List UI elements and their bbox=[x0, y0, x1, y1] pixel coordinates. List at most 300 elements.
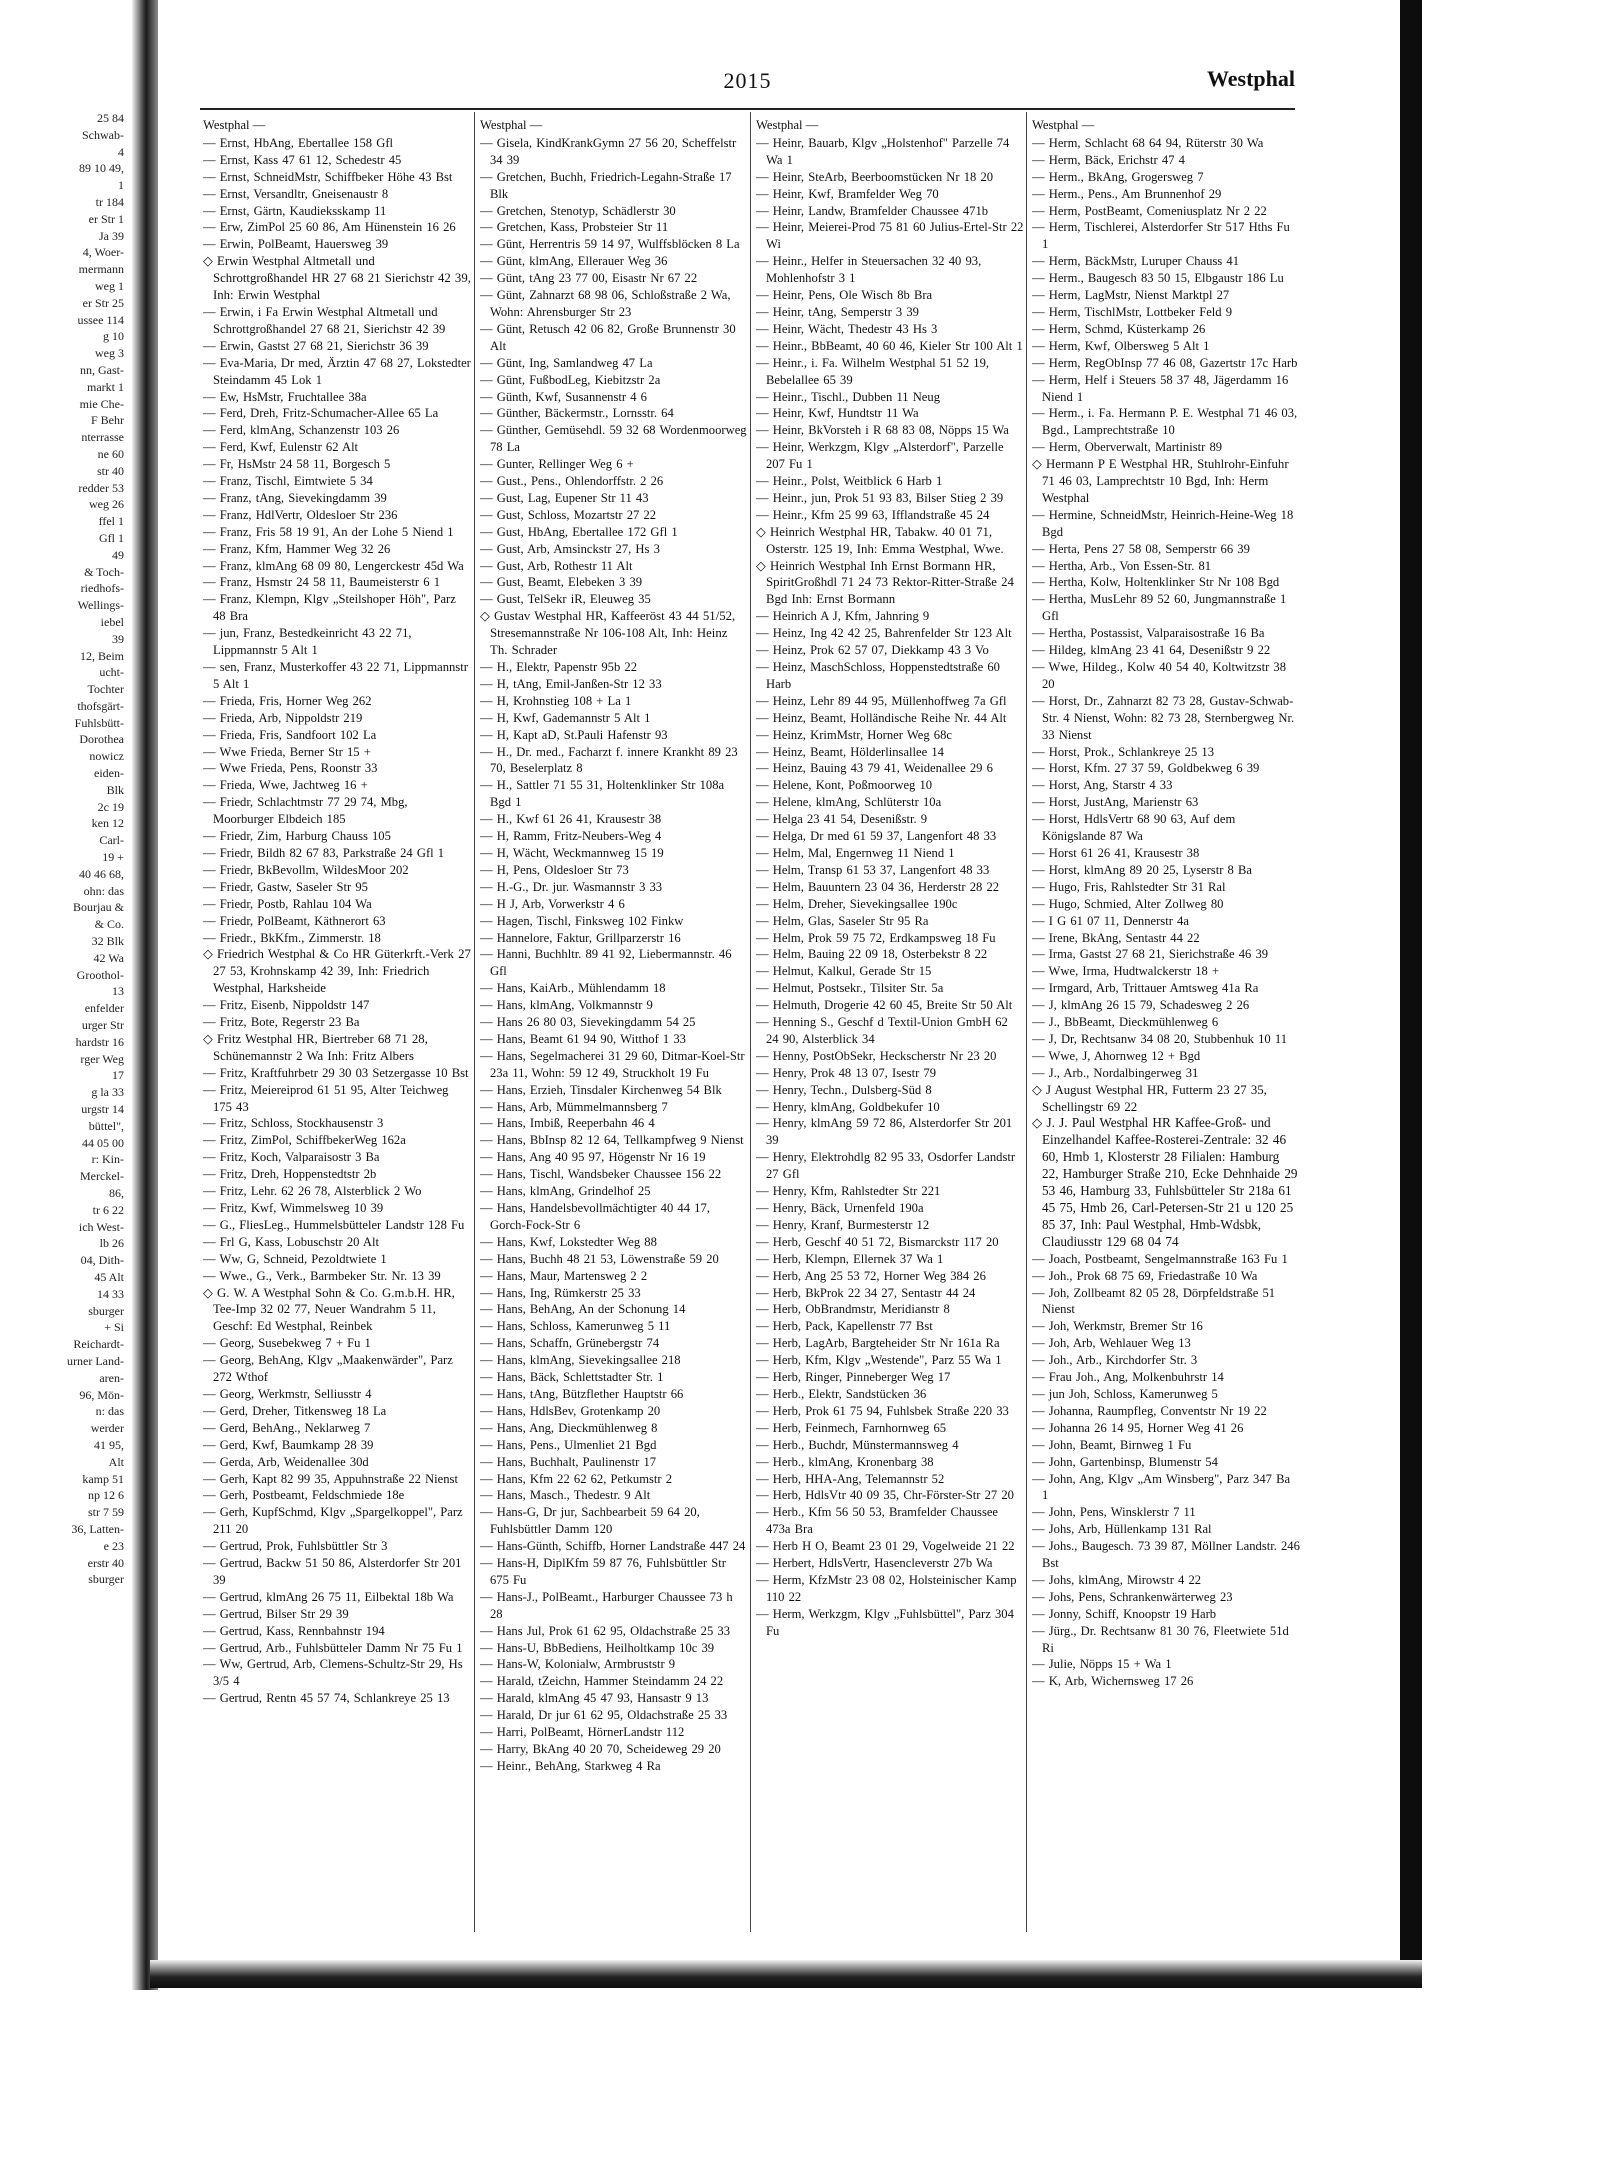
directory-entry: — Gisela, KindKrankGymn 27 56 20, Scheffelstr 34 39 bbox=[480, 135, 737, 167]
directory-entry: — Hans, klmAng, Volkmannstr 9 bbox=[480, 998, 653, 1013]
column-divider bbox=[474, 112, 475, 1932]
fragment-line: str 7 59 bbox=[88, 1505, 124, 1520]
fragment-line: e 23 bbox=[103, 1538, 124, 1553]
directory-entry: — Friedr, Schlachtmstr 77 29 74, Mbg, Moorburger Elbdeich 185 bbox=[203, 795, 408, 827]
fragment-line: 41 95, bbox=[94, 1437, 124, 1452]
directory-entry: — Irma, Gastst 27 68 21, Sierichstraße 46 39 bbox=[1032, 947, 1269, 962]
directory-entry: — Gust, Arb, Rothestr 11 Alt bbox=[480, 558, 633, 573]
directory-entry: — Hans, Maur, Martensweg 2 2 bbox=[480, 1268, 648, 1283]
directory-entry: — Herb., Elektr, Sandstücken 36 bbox=[756, 1386, 927, 1401]
directory-entry: — Horst, Ang, Starstr 4 33 bbox=[1032, 778, 1173, 793]
directory-entry: — Johs, Arb, Hüllenkamp 131 Ral bbox=[1032, 1522, 1212, 1537]
directory-entry: — Franz, Klempn, Klgv „Steilshoper Höh", Parz 48 Bra bbox=[203, 592, 456, 624]
column-head: Westphal — bbox=[480, 118, 543, 132]
fragment-line: riedhofs- bbox=[80, 581, 124, 596]
directory-entry: — Heinr., Helfer in Steuersachen 32 40 93, Mohlenhofstr 3 1 bbox=[756, 254, 982, 286]
fragment-line: Reichardt- bbox=[73, 1337, 124, 1352]
directory-entry: — H., Kwf 61 26 41, Krausestr 38 bbox=[480, 812, 662, 827]
directory-entry: — Gertrud, Prok, Fuhlsbüttler Str 3 bbox=[203, 1539, 388, 1554]
directory-entry: — Hans, Bäck, Schlettstadter Str. 1 bbox=[480, 1370, 664, 1385]
fragment-line: Fuhlsbütt- bbox=[74, 715, 124, 730]
directory-entry: — Hans, Pens., Ulmenliet 21 Bgd bbox=[480, 1437, 657, 1452]
directory-entry: — Hans 26 80 03, Sievekingdamm 54 25 bbox=[480, 1015, 696, 1030]
directory-entry: — Herb, Geschf 40 51 72, Bismarckstr 117 20 bbox=[756, 1234, 999, 1249]
directory-entry: — Horst, klmAng 89 20 25, Lyserstr 8 Ba bbox=[1032, 862, 1252, 877]
directory-entry: — Hertha, Arb., Von Essen-Str. 81 bbox=[1032, 558, 1212, 573]
directory-entry: — Joh, Zollbeamt 82 05 28, Dörpfeldstraße 51 Nienst bbox=[1032, 1285, 1276, 1317]
directory-entry: — Johanna 26 14 95, Horner Weg 41 26 bbox=[1032, 1420, 1244, 1435]
directory-entry: — Friedr, Gastw, Saseler Str 95 bbox=[203, 879, 368, 894]
firm-entry: ◇ J August Westphal HR, Futterm 23 27 35, Schellingstr 69 22 bbox=[1032, 1082, 1267, 1114]
directory-entry: — Hans, klmAng, Grindelhof 25 bbox=[480, 1184, 651, 1199]
directory-entry: — Herta, Pens 27 58 08, Semperstr 66 39 bbox=[1032, 541, 1250, 556]
directory-entry: — Ferd, klmAng, Schanzenstr 103 26 bbox=[203, 423, 400, 438]
directory-entry: — Günt, klmAng, Ellerauer Weg 36 bbox=[480, 254, 668, 269]
directory-entry: — Heinr, BkVorsteh i R 68 83 08, Nöpps 15 Wa bbox=[756, 423, 1009, 438]
directory-entry: — H., Sattler 71 55 31, Holtenklinker Str 108a Bgd 1 bbox=[480, 778, 725, 810]
fragment-line: nn, Gast- bbox=[80, 362, 124, 377]
directory-entry: — H, Wächt, Weckmannweg 15 19 bbox=[480, 845, 664, 860]
column-head: Westphal — bbox=[756, 118, 819, 132]
directory-entry: — Hans, Ang 40 95 97, Högenstr Nr 16 19 bbox=[480, 1150, 706, 1165]
directory-entry: — Henry, klmAng, Goldbekufer 10 bbox=[756, 1099, 940, 1114]
directory-entry: — Hans, Masch., Thedestr. 9 Alt bbox=[480, 1488, 651, 1503]
fragment-line: iebel bbox=[100, 614, 124, 629]
directory-entry: — Hans-H, DiplKfm 59 87 76, Fuhlsbüttler Str 675 Fu bbox=[480, 1556, 726, 1587]
directory-entry: — Franz, Kfm, Hammer Weg 32 26 bbox=[203, 541, 391, 556]
directory-entry: — Helmuth, Drogerie 42 60 45, Breite Str 50 Alt bbox=[756, 998, 1013, 1013]
fragment-line: Merckel- bbox=[80, 1169, 124, 1184]
directory-entry: — Herb, LagArb, Bargteheider Str Nr 161a Ra bbox=[756, 1336, 1000, 1351]
directory-entry: — Heinr., BbBeamt, 40 60 46, Kieler Str 100 Alt 1 bbox=[756, 338, 1023, 353]
directory-entry: — Wwe, J, Ahornweg 12 + Bgd bbox=[1032, 1048, 1201, 1063]
directory-entry: — Hermine, SchneidMstr, Heinrich-Heine-Weg 18 Bgd bbox=[1032, 507, 1294, 539]
directory-entry: — Gust, TelSekr iR, Eleuweg 35 bbox=[480, 592, 651, 607]
header-rule bbox=[200, 108, 1295, 110]
directory-entry: — Ernst, Kass 47 61 12, Schedestr 45 bbox=[203, 152, 402, 167]
fragment-line: er Str 25 bbox=[82, 295, 124, 310]
directory-entry: — Herb, ObBrandmstr, Meridianstr 8 bbox=[756, 1302, 950, 1317]
fragment-line: & Toch- bbox=[84, 564, 124, 579]
directory-entry: — Ew, HsMstr, Fruchtallee 38a bbox=[203, 389, 367, 404]
directory-entry: — Herm, Oberverwalt, Martinistr 89 bbox=[1032, 440, 1223, 455]
directory-entry: — I G 61 07 11, Dennerstr 4a bbox=[1032, 913, 1189, 928]
fragment-line: F Behr bbox=[91, 413, 124, 428]
fragment-line: werder bbox=[90, 1421, 124, 1436]
directory-entry: — Erw, ZimPol 25 60 86, Am Hünenstein 16 26 bbox=[203, 220, 456, 235]
directory-column-4 bbox=[1032, 117, 1300, 1927]
directory-entry: — jun Joh, Schloss, Kamerunweg 5 bbox=[1032, 1386, 1218, 1401]
directory-entry: — Gust, Lag, Eupener Str 11 43 bbox=[480, 490, 649, 505]
fragment-line: kamp 51 bbox=[82, 1471, 124, 1486]
directory-entry: — Henry, Kfm, Rahlstedter Str 221 bbox=[756, 1184, 941, 1199]
directory-entry: — Ferd, Dreh, Fritz-Schumacher-Allee 65 La bbox=[203, 406, 439, 421]
directory-entry: — Gertrud, klmAng 26 75 11, Eilbektal 18b Wa bbox=[203, 1589, 454, 1604]
directory-entry: — Franz, Hsmstr 24 58 11, Baumeisterstr 6 1 bbox=[203, 575, 440, 590]
directory-entry: — Heinr, Kwf, Hundtstr 11 Wa bbox=[756, 406, 919, 421]
directory-entry: — Hans, Tischl, Wandsbeker Chaussee 156 22 bbox=[480, 1167, 722, 1182]
directory-entry: — Henry, klmAng 59 72 86, Alsterdorfer Str 201 39 bbox=[756, 1116, 1013, 1148]
directory-entry: — Hans, Kwf, Lokstedter Weg 88 bbox=[480, 1234, 657, 1249]
directory-entry: — Ww, G, Schneid, Pezoldtwiete 1 bbox=[203, 1251, 387, 1266]
fragment-line: urgstr 14 bbox=[81, 1102, 124, 1117]
directory-entry: — Gust., Pens., Ohlendorffstr. 2 26 bbox=[480, 474, 664, 489]
directory-entry: — Heinr., BehAng, Starkweg 4 Ra bbox=[480, 1758, 661, 1773]
directory-entry: — Wwe, Irma, Hudtwalckerstr 18 + bbox=[1032, 964, 1220, 979]
directory-entry: — Heinr., Kfm 25 99 63, Ifflandstraße 45 24 bbox=[756, 507, 990, 522]
directory-entry: — H, Kapt aD, St.Pauli Hafenstr 93 bbox=[480, 727, 668, 742]
directory-entry: — Henry, Elektrohdlg 82 95 33, Osdorfer Landstr 27 Gfl bbox=[756, 1150, 1016, 1182]
directory-entry: — Hans, Handelsbevollmächtigter 40 44 17, Gorch-Fock-Str 6 bbox=[480, 1201, 710, 1232]
directory-entry: — Erwin, PolBeamt, Hauersweg 39 bbox=[203, 237, 389, 252]
fragment-line: 86, bbox=[109, 1186, 124, 1200]
previous-page-fragment bbox=[0, 110, 128, 1870]
directory-entry: — Herb, Kfm, Klgv „Westende", Parz 55 Wa 1 bbox=[756, 1353, 1002, 1368]
directory-entry: — Frieda, Fris, Horner Weg 262 bbox=[203, 693, 372, 708]
directory-entry: — Hans, Segelmacherei 31 29 60, Ditmar-Koel-Str 23a 11, Wohn: 59 12 49, Struckholt 19 Fu bbox=[480, 1048, 745, 1080]
fragment-line: 39 bbox=[112, 631, 124, 646]
firm-entry: ◇ Hermann P E Westphal HR, Stuhlrohr-Einfuhr 71 46 03, Lamprechtstr 10 Bgd, Inh: Herm Westphal bbox=[1032, 457, 1289, 505]
directory-entry: — Herm., Baugesch 83 50 15, Elbgaustr 186 Lu bbox=[1032, 271, 1284, 286]
directory-entry: — Hannelore, Faktur, Grillparzerstr 16 bbox=[480, 930, 681, 945]
scan-edge-right bbox=[1400, 0, 1422, 1985]
directory-entry: — Gerd, Dreher, Titkensweg 18 La bbox=[203, 1403, 387, 1418]
directory-entry: — Johs, Pens, Schrankenwärterweg 23 bbox=[1032, 1589, 1233, 1604]
directory-entry: — Ernst, HbAng, Ebertallee 158 Gfl bbox=[203, 135, 394, 150]
directory-entry: — Julie, Nöpps 15 + Wa 1 bbox=[1032, 1657, 1172, 1672]
fragment-line: g 10 bbox=[103, 329, 124, 344]
directory-entry: — Franz, HdlVertr, Oldesloer Str 236 bbox=[203, 507, 398, 522]
directory-entry: — Günt, tAng 23 77 00, Eisastr Nr 67 22 bbox=[480, 271, 698, 286]
directory-entry: — Gertrud, Kass, Rennbahnstr 194 bbox=[203, 1623, 385, 1638]
directory-entry: — sen, Franz, Musterkoffer 43 22 71, Lippmannstr 5 Alt 1 bbox=[203, 660, 468, 691]
fragment-line: + Si bbox=[104, 1320, 124, 1335]
directory-entry: — Hans, BbInsp 82 12 64, Tellkampfweg 9 Nienst bbox=[480, 1133, 744, 1148]
directory-entry: — Hans, BehAng, An der Schonung 14 bbox=[480, 1302, 686, 1317]
fragment-line: Bourjau & bbox=[73, 900, 124, 915]
column-head: Westphal — bbox=[1032, 118, 1095, 132]
fragment-line: 4, Woer- bbox=[82, 245, 124, 260]
directory-column-2 bbox=[480, 117, 748, 1927]
directory-entry: — Fritz, Meiereiprod 61 51 95, Alter Teichweg 175 43 bbox=[203, 1082, 449, 1114]
directory-entry: — Hans Jul, Prok 61 62 95, Oldachstraße 25 33 bbox=[480, 1623, 731, 1638]
directory-entry: — Johanna, Raumpfleg, Conventstr Nr 19 22 bbox=[1032, 1403, 1267, 1418]
directory-entry: — Henry, Bäck, Urnenfeld 190a bbox=[756, 1201, 924, 1215]
fragment-line: aren- bbox=[99, 1370, 124, 1385]
directory-entry: — Fritz, Schloss, Stockhausenstr 3 bbox=[203, 1116, 384, 1131]
directory-entry: — Henry, Kranf, Burmesterstr 12 bbox=[756, 1217, 930, 1232]
directory-entry: — Fritz, ZimPol, SchiffbekerWeg 162a bbox=[203, 1133, 406, 1148]
fragment-line: Gfl 1 bbox=[99, 530, 124, 545]
directory-entry: — Helm, Glas, Saseler Str 95 Ra bbox=[756, 913, 929, 928]
directory-entry: — H, Krohnstieg 108 + La 1 bbox=[480, 693, 632, 708]
directory-entry: — Joh, Werkmstr, Bremer Str 16 bbox=[1032, 1319, 1203, 1334]
directory-entry: — Helene, klmAng, Schlüterstr 10a bbox=[756, 795, 942, 810]
fragment-line: 25 84 bbox=[97, 111, 124, 125]
directory-entry: — Georg, Susebekweg 7 + Fu 1 bbox=[203, 1336, 371, 1351]
directory-entry: — Gerh, KupfSchmd, Klgv „Spargelkoppel", Parz 211 20 bbox=[203, 1505, 463, 1537]
directory-entry: — Herb, Klempn, Ellernek 37 Wa 1 bbox=[756, 1251, 944, 1266]
directory-entry: — Ernst, SchneidMstr, Schiffbeker Höhe 43 Bst bbox=[203, 169, 453, 184]
directory-entry: — Hans, Schloss, Kamerunweg 5 11 bbox=[480, 1319, 671, 1334]
fragment-line: tr 184 bbox=[95, 194, 124, 209]
directory-entry: — Ernst, Versandltr, Gneisenaustr 8 bbox=[203, 186, 389, 201]
page-header bbox=[200, 64, 1295, 108]
directory-entry: — Helmut, Kalkul, Gerade Str 15 bbox=[756, 964, 932, 979]
directory-entry: — Hans-J., PolBeamt., Harburger Chaussee 73 h 28 bbox=[480, 1589, 733, 1621]
directory-entry: — Ernst, Gärtn, Kaudieksskamp 11 bbox=[203, 203, 387, 218]
directory-entry: — Hugo, Schmied, Alter Zollweg 80 bbox=[1032, 896, 1224, 911]
fragment-line: Wellings- bbox=[77, 598, 124, 613]
fragment-line: weg 26 bbox=[89, 497, 124, 512]
directory-entry: — Helm, Mal, Engernweg 11 Niend 1 bbox=[756, 845, 955, 860]
fragment-line: lb 26 bbox=[99, 1236, 124, 1251]
directory-entry: — Gust, HbAng, Ebertallee 172 Gfl 1 bbox=[480, 524, 678, 539]
directory-entry: — Helm, Prok 59 75 72, Erdkampsweg 18 Fu bbox=[756, 930, 996, 945]
directory-entry: — Frl G, Kass, Lobuschstr 20 Alt bbox=[203, 1234, 380, 1249]
directory-entry: — Herm, RegObInsp 77 46 08, Gazertstr 17c Harb bbox=[1032, 355, 1298, 370]
directory-entry: — Georg, BehAng, Klgv „Maakenwärder", Parz 272 Wthof bbox=[203, 1353, 453, 1385]
fragment-line: ken 12 bbox=[91, 816, 124, 831]
directory-entry: — Herb, BkProk 22 34 27, Sentastr 44 24 bbox=[756, 1285, 976, 1300]
directory-entry: — Günt, Herrentris 59 14 97, Wulffsblöcken 8 La bbox=[480, 237, 740, 252]
directory-entry: — Herb, Prok 61 75 94, Fuhlsbek Straße 220 33 bbox=[756, 1403, 1009, 1418]
fragment-line: mermann bbox=[78, 262, 124, 277]
fragment-line: Dorothea bbox=[79, 732, 124, 747]
directory-entry: — Henry, Techn., Dulsberg-Süd 8 bbox=[756, 1082, 932, 1097]
directory-entry: — Harald, Dr jur 61 62 95, Oldachstraße 25 33 bbox=[480, 1708, 728, 1723]
directory-entry: — Hans, Schaffn, Grünebergstr 74 bbox=[480, 1336, 660, 1351]
directory-entry: — Fritz, Dreh, Hoppenstedtstr 2b bbox=[203, 1167, 377, 1182]
directory-entry: — John, Pens, Winsklerstr 7 11 bbox=[1032, 1505, 1196, 1520]
directory-entry: — Irene, BkAng, Sentastr 44 22 bbox=[1032, 930, 1200, 945]
directory-entry: — Herb, Feinmech, Farnhornweg 65 bbox=[756, 1420, 947, 1435]
directory-entry: — Harald, tZeichn, Hammer Steindamm 24 22 bbox=[480, 1674, 724, 1689]
directory-entry: — Herm, PostBeamt, Comeniusplatz Nr 2 22 bbox=[1032, 203, 1267, 218]
directory-column-1 bbox=[203, 117, 471, 1927]
directory-entry: — Harald, klmAng 45 47 93, Hansastr 9 13 bbox=[480, 1691, 709, 1706]
directory-entry: — Wwe Frieda, Berner Str 15 + bbox=[203, 744, 371, 759]
directory-entry: — Herm, Bäck, Erichstr 47 4 bbox=[1032, 152, 1185, 167]
directory-entry: — Herm, Helf i Steuers 58 37 48, Jägerdamm 16 Niend 1 bbox=[1032, 372, 1289, 404]
fragment-line: nowicz bbox=[89, 749, 124, 764]
directory-entry: — Hans, Buchhalt, Paulinenstr 17 bbox=[480, 1454, 657, 1469]
fragment-line: 13 bbox=[112, 984, 124, 999]
directory-entry: — Herb, Pack, Kapellenstr 77 Bst bbox=[756, 1319, 933, 1334]
directory-entry: — Herb, HHA-Ang, Telemannstr 52 bbox=[756, 1471, 945, 1486]
fragment-line: 42 Wa bbox=[93, 950, 124, 965]
fragment-line: 17 bbox=[112, 1068, 124, 1083]
fragment-line: urner Land- bbox=[67, 1353, 124, 1368]
fragment-line: ussee 114 bbox=[77, 312, 124, 327]
directory-entry: — Jürg., Dr. Rechtsanw 81 30 76, Fleetwiete 51d Ri bbox=[1032, 1623, 1289, 1655]
fragment-line: Carl- bbox=[99, 833, 124, 848]
firm-entry: ◇ Heinrich Westphal Inh Ernst Bormann HR, SpiritGroßhdl 71 24 73 Rektor-Ritter-Straße 24 Bgd Inh: Ernst Bormann bbox=[756, 558, 1014, 607]
directory-entry: — Hans, Imbiß, Reeperbahn 46 4 bbox=[480, 1116, 655, 1131]
directory-entry: — Fr, HsMstr 24 58 11, Borgesch 5 bbox=[203, 457, 391, 472]
directory-entry: — Herm., Pens., Am Brunnenhof 29 bbox=[1032, 186, 1222, 201]
directory-entry: — Heinz, KrimMstr, Horner Weg 68c bbox=[756, 727, 952, 742]
directory-entry: — Johs., Baugesch. 73 39 87, Möllner Landstr. 246 Bst bbox=[1032, 1539, 1300, 1571]
directory-entry: — Gust, Beamt, Elebeken 3 39 bbox=[480, 575, 643, 590]
directory-entry: — Heinr, Landw, Bramfelder Chaussee 471b bbox=[756, 203, 989, 218]
directory-entry: — Herm, Tischlerei, Alsterdorfer Str 517 Hths Fu 1 bbox=[1032, 220, 1290, 252]
directory-entry: — Friedr., BkKfm., Zimmerstr. 18 bbox=[203, 930, 381, 945]
directory-entry: — Heinr, Bauarb, Klgv „Holstenhof" Parzelle 74 Wa 1 bbox=[756, 135, 1010, 167]
directory-entry: — Heinz, MaschSchloss, Hoppenstedtstraße 60 Harb bbox=[756, 660, 1000, 691]
directory-entry: — Gretchen, Kass, Probsteier Str 11 bbox=[480, 220, 669, 235]
fragment-line: markt 1 bbox=[87, 379, 124, 394]
directory-entry: — Hanni, Buchhltr. 89 41 92, Liebermannstr. 46 Gfl bbox=[480, 947, 732, 979]
fragment-line: 2c 19 bbox=[97, 799, 124, 814]
directory-entry: — H, Ramm, Fritz-Neubers-Weg 4 bbox=[480, 829, 662, 844]
fragment-line: erstr 40 bbox=[87, 1555, 124, 1570]
directory-entry: — Heinr, Meierei-Prod 75 81 60 Julius-Ertel-Str 22 Wi bbox=[756, 220, 1024, 252]
fragment-line: hardstr 16 bbox=[75, 1034, 124, 1049]
directory-entry: — Erwin, Gastst 27 68 21, Sierichstr 36 39 bbox=[203, 338, 429, 353]
directory-entry: — Gunter, Rellinger Weg 6 + bbox=[480, 457, 634, 472]
directory-entry: — Hans-W, Kolonialw, Armbruststr 9 bbox=[480, 1657, 676, 1672]
directory-entry: — H., Elektr, Papenstr 95b 22 bbox=[480, 660, 637, 674]
directory-entry: — Herm, Schmd, Küsterkamp 26 bbox=[1032, 321, 1206, 336]
directory-entry: — Günt, Ing, Samlandweg 47 La bbox=[480, 355, 653, 370]
fragment-line: 14 33 bbox=[97, 1286, 124, 1301]
directory-entry: — Joach, Postbeamt, Sengelmannstraße 163 Fu 1 bbox=[1032, 1251, 1288, 1266]
firm-entry: ◇ Heinrich Westphal HR, Tabakw. 40 01 71, Osterstr. 125 19, Inh: Emma Westphal, Wwe. bbox=[756, 524, 1004, 556]
directory-entry: — Herm, Werkzgm, Klgv „Fuhlsbüttel", Parz 304 Fu bbox=[756, 1606, 1014, 1638]
fragment-line: 19 + bbox=[102, 850, 124, 865]
fragment-line: sburger bbox=[88, 1303, 124, 1318]
directory-entry: — Günther, Gemüsehdl. 59 32 68 Wordenmoorweg 78 La bbox=[480, 423, 747, 455]
fragment-line: 4 bbox=[118, 144, 124, 159]
directory-entry: — J., BbBeamt, Dieckmühlenweg 6 bbox=[1032, 1015, 1219, 1030]
directory-entry: — Helm, Bauing 22 09 18, Osterbekstr 8 22 bbox=[756, 947, 988, 962]
directory-entry: — Helm, Bauuntern 23 04 36, Herderstr 28 22 bbox=[756, 879, 1000, 894]
directory-entry: — Horst 61 26 41, Krausestr 38 bbox=[1032, 845, 1200, 860]
directory-entry: — Franz, tAng, Sievekingdamm 39 bbox=[203, 490, 387, 505]
scan-edge-bottom bbox=[150, 1960, 1422, 1988]
directory-entry: — Herm, TischlMstr, Lottbeker Feld 9 bbox=[1032, 304, 1233, 319]
directory-entry: — Hans, HdlsBev, Grotenkamp 20 bbox=[480, 1403, 661, 1418]
fragment-line: enfelder bbox=[84, 1001, 124, 1016]
fragment-line: eiden- bbox=[94, 766, 124, 781]
directory-entry: — Heinz, Beamt, Hölderlinsallee 14 bbox=[756, 744, 944, 759]
directory-entry: — Hans, klmAng, Sievekingsallee 218 bbox=[480, 1353, 681, 1368]
directory-entry: — Wwe., G., Verk., Barmbeker Str. Nr. 13 39 bbox=[203, 1268, 441, 1283]
fragment-line: 89 10 49, bbox=[79, 161, 124, 176]
directory-entry: — Joh, Arb, Wehlauer Weg 13 bbox=[1032, 1336, 1191, 1351]
fragment-line: redder 53 bbox=[78, 480, 124, 495]
directory-entry: — Hertha, Kolw, Holtenklinker Str Nr 108 Bgd bbox=[1032, 575, 1280, 590]
fragment-line: rger Weg bbox=[80, 1051, 124, 1066]
fragment-line: 40 46 68, bbox=[79, 866, 124, 881]
directory-entry: — Herm, KfzMstr 23 08 02, Holsteinischer Kamp 110 22 bbox=[756, 1572, 1017, 1604]
directory-entry: — Horst, HdlsVertr 68 90 63, Auf dem Königslande 87 Wa bbox=[1032, 812, 1236, 844]
directory-entry: — Heinz, Bauing 43 79 41, Weidenallee 29 6 bbox=[756, 761, 993, 776]
fragment-line: Ja 39 bbox=[99, 228, 124, 243]
fragment-line: Schwab- bbox=[82, 127, 124, 142]
directory-entry: — Hans, tAng, Bützflether Hauptstr 66 bbox=[480, 1386, 684, 1401]
directory-entry: — Henny, PostObSekr, Heckscherstr Nr 23 20 bbox=[756, 1048, 997, 1063]
directory-entry: — Herm., i. Fa. Hermann P. E. Westphal 71 46 03, Bgd., Lamprechtstraße 10 bbox=[1032, 406, 1298, 438]
directory-entry: — Franz, klmAng 68 09 80, Lengerckestr 45d Wa bbox=[203, 558, 464, 573]
fragment-line: & Co. bbox=[94, 917, 124, 932]
firm-entry: ◇ Erwin Westphal Altmetall und Schrottgroßhandel HR 27 68 21 Sierichstr 42 39, Inh: Erwin Westphal bbox=[203, 254, 471, 303]
directory-entry: — Wwe Frieda, Pens, Roonstr 33 bbox=[203, 761, 378, 776]
directory-entry: — J, klmAng 26 15 79, Schadesweg 2 26 bbox=[1032, 998, 1250, 1013]
directory-entry: — Fritz, Bote, Regerstr 23 Ba bbox=[203, 1015, 360, 1030]
fragment-line: thofsgärt- bbox=[77, 698, 124, 713]
directory-entry: — Gust, Arb, Amsinckstr 27, Hs 3 bbox=[480, 541, 660, 556]
directory-entry: — Herb, Ang 25 53 72, Horner Weg 384 26 bbox=[756, 1268, 986, 1283]
directory-entry: — H, Pens, Oldesloer Str 73 bbox=[480, 862, 629, 877]
directory-entry: — Helm, Dreher, Sievekingsallee 190c bbox=[756, 896, 958, 911]
fragment-line: Blk bbox=[106, 782, 124, 797]
directory-entry: — Herm, Schlacht 68 64 94, Rüterstr 30 Wa bbox=[1032, 135, 1264, 150]
fragment-line: weg 1 bbox=[95, 278, 124, 293]
fragment-line: Tochter bbox=[87, 682, 124, 697]
fragment-line: ich West- bbox=[78, 1219, 124, 1234]
directory-entry: — Harri, PolBeamt, HörnerLandstr 112 bbox=[480, 1725, 685, 1740]
directory-entry: — Frieda, Arb, Nippoldstr 219 bbox=[203, 710, 363, 725]
directory-entry: — Herb H O, Beamt 23 01 29, Vogelweide 21 22 bbox=[756, 1539, 1015, 1554]
directory-entry: — Gust, Schloss, Mozartstr 27 22 bbox=[480, 507, 657, 522]
directory-entry: — Friedr, BkBevollm, WildesMoor 202 bbox=[203, 862, 409, 877]
fragment-line: tr 6 22 bbox=[92, 1202, 124, 1217]
directory-entry: — Fritz, Eisenb, Nippoldstr 147 bbox=[203, 998, 370, 1013]
directory-entry: — Heinrich A J, Kfm, Jahnring 9 bbox=[756, 609, 930, 624]
directory-entry: — H J, Arb, Vorwerkstr 4 6 bbox=[480, 896, 625, 911]
column-head: Westphal — bbox=[203, 118, 266, 132]
directory-entry: — Frieda, Fris, Sandfoort 102 La bbox=[203, 727, 377, 742]
directory-entry: — Gretchen, Buchh, Friedrich-Legahn-Straße 17 Blk bbox=[480, 169, 732, 201]
fragment-line: büttel", bbox=[88, 1118, 124, 1133]
directory-entry: — Hildeg, klmAng 23 41 64, Desenißstr 9 22 bbox=[1032, 643, 1271, 658]
directory-entry: — H, tAng, Emil-Janßen-Str 12 33 bbox=[480, 676, 662, 691]
fragment-line: er Str 1 bbox=[88, 211, 124, 226]
directory-entry: — Fritz, Kraftfuhrbetr 29 30 03 Setzergasse 10 Bst bbox=[203, 1065, 469, 1080]
directory-entry: — J., Arb., Nordalbingerweg 31 bbox=[1032, 1065, 1199, 1080]
directory-entry: — Friedr, Postb, Rahlau 104 Wa bbox=[203, 896, 372, 911]
directory-entry: — Hans-Günth, Schiffb, Horner Landstraße 447 24 bbox=[480, 1539, 746, 1554]
fragment-line: 49 bbox=[112, 547, 124, 562]
directory-entry: — Horst, Prok., Schlankreye 25 13 bbox=[1032, 744, 1214, 759]
directory-entry: — Hans-U, BbBediens, Heilholtkamp 10c 39 bbox=[480, 1640, 715, 1655]
directory-entry: — Heinr., i. Fa. Wilhelm Westphal 51 52 19, Bebelallee 65 39 bbox=[756, 355, 990, 387]
directory-entry: — Herb., Kfm 56 50 53, Bramfelder Chaussee 473a Bra bbox=[756, 1505, 999, 1537]
directory-entry: — Hagen, Tischl, Finksweg 102 Finkw bbox=[480, 913, 684, 928]
directory-entry: — Heinr, Kwf, Bramfelder Weg 70 bbox=[756, 186, 939, 201]
directory-entry: — Herm, LagMstr, Nienst Marktpl 27 bbox=[1032, 288, 1230, 303]
directory-entry: — Herb, HdlsVtr 40 09 35, Chr-Förster-Str 27 20 bbox=[756, 1488, 1014, 1503]
directory-entry: — Heinz, Lehr 89 44 95, Müllenhoffweg 7a Gfl bbox=[756, 693, 1007, 708]
directory-entry: — Herbert, HdlsVertr, Hasencleverstr 27b Wa bbox=[756, 1556, 993, 1571]
directory-entry: — Günt, Retusch 42 06 82, Große Brunnenstr 30 Alt bbox=[480, 321, 736, 353]
directory-entry: — Horst, Dr., Zahnarzt 82 73 28, Gustav-Schwab-Str. 4 Nienst, Wohn: 82 73 28, Sternbergweg Nr. 33 Nienst bbox=[1032, 693, 1295, 742]
directory-entry: — Gertrud, Backw 51 50 86, Alsterdorfer Str 201 39 bbox=[203, 1556, 462, 1587]
directory-entry: — Horst, Kfm. 27 37 59, Goldbekweg 6 39 bbox=[1032, 761, 1260, 776]
directory-entry: — Wwe, Hildeg., Kolw 40 54 40, Koltwitzstr 38 20 bbox=[1032, 660, 1287, 691]
directory-entry: — Hertha, Postassist, Valparaisostraße 16 Ba bbox=[1032, 626, 1265, 641]
directory-entry: — H., Dr. med., Facharzt f. innere Krankht 89 23 70, Beselerplatz 8 bbox=[480, 744, 738, 776]
directory-entry: — Frau Joh., Ang, Molkenbuhrstr 14 bbox=[1032, 1370, 1224, 1385]
directory-entry: — Heinr., jun, Prok 51 93 83, Bilser Stieg 2 39 bbox=[756, 490, 1004, 505]
directory-entry: — Helmut, Postsekr., Tilsiter Str. 5a bbox=[756, 981, 944, 996]
directory-entry: — K, Arb, Wichernsweg 17 26 bbox=[1032, 1674, 1194, 1689]
fragment-line: r: Kin- bbox=[91, 1152, 124, 1167]
directory-entry: — Fritz, Koch, Valparaisostr 3 Ba bbox=[203, 1150, 380, 1165]
directory-entry: — Gerh, Postbeamt, Feldschmiede 18e bbox=[203, 1488, 405, 1503]
